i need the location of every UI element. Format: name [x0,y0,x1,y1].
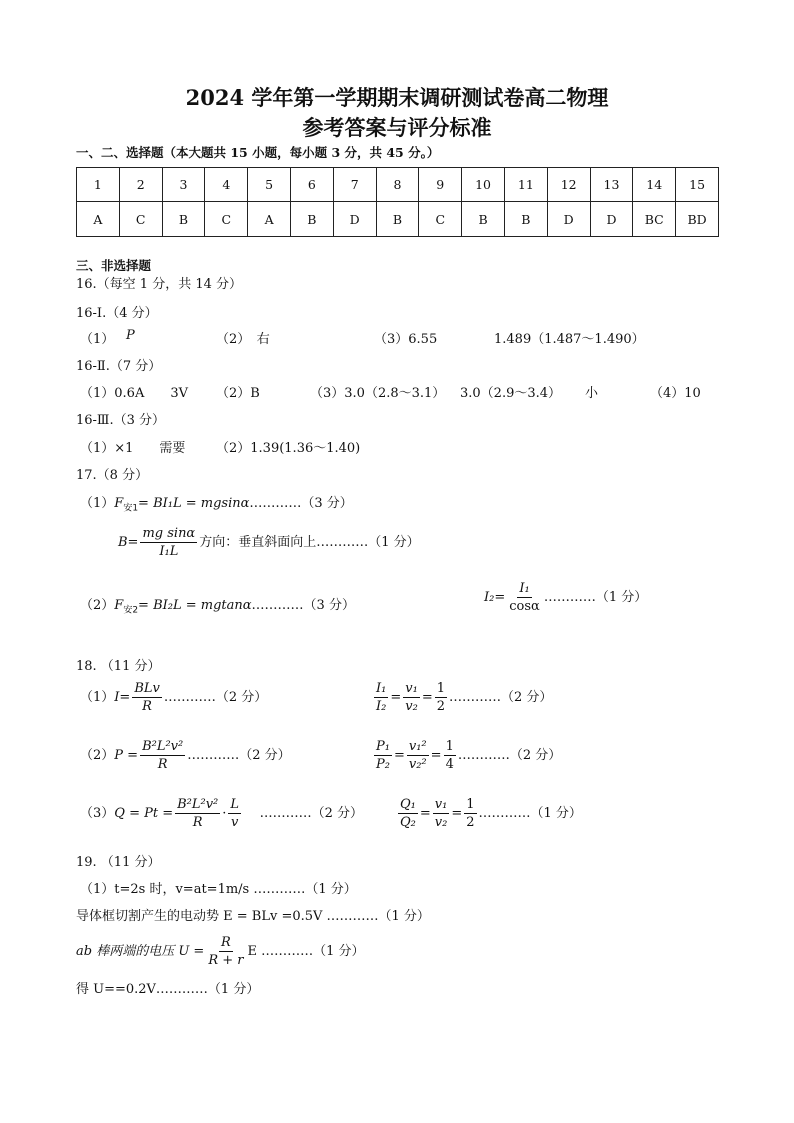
q16-3-answer-b: 1.489（1.487～1.490） [494,332,645,347]
question-number-cell: 9 [419,168,462,202]
question-number-cell: 7 [333,168,376,202]
answer-cell: B [376,202,419,237]
q17-line4: I₂= $\frac{\text{I₁}}{\cos\alpha}$ …………（1 分） [484,581,648,614]
q16-iii-2: （2）1.39(1.36～1.40) [216,441,361,456]
q16-1-answer: P [126,328,135,343]
q19-line1: （1）t=2s 时，v=at=1m/s …………（1 分） [80,882,357,897]
q18-title: 18. （11 分） [76,659,161,674]
q16-2-answer: （2） 右 [216,332,270,347]
answer-cell: D [333,202,376,237]
question-number-cell: 3 [162,168,205,202]
section-heading-choice: 一、二、选择题（本大题共 15 小题，每小题 3 分，共 45 分。） [76,145,440,160]
question-number-cell: 4 [205,168,248,202]
q16-part2-title: 16-Ⅱ.（7 分） [76,359,162,374]
table-row-numbers [77,168,719,202]
question-number-cell: 6 [290,168,333,202]
q16-iii-1: （1）×1 需要 [80,441,186,456]
page-title: 2024 学年第一学期期末调研测试卷高二物理 [185,85,609,110]
q16-title: 16.（每空 1 分，共 14 分） [76,277,243,292]
q16-ii-1: （1）0.6A 3V [80,386,188,401]
answer-cell: B [290,202,333,237]
q17-line3: $(2)F_{安2}= BI_2L$ = mgtanα…………（3 分） [80,598,355,616]
question-number-cell: 12 [547,168,590,202]
question-number-cell: 13 [590,168,633,202]
q16-ii-4: （4）10 [650,386,701,401]
question-number-cell: 10 [462,168,505,202]
q16-ii-3c: 小 [585,386,599,401]
answer-cell: BD [676,202,719,237]
q18-line2: （2）P = $\frac{\text{B²L²v²}}{R}$ …………（2 分） [80,739,291,772]
q18-ratio-heat: $\frac{\text{Q₁}}{\text{Q₂}}$ = $\frac{\text{v₁}}{\text{v₂}}$ = $\frac{1}{2}$ …………（1 分） [400,797,582,830]
question-number-cell: 15 [676,168,719,202]
answer-cell: C [119,202,162,237]
table-row-answers [77,202,719,237]
answer-table [76,167,719,237]
q19-title: 19. （11 分） [76,855,161,870]
q18-line3: （3）Q = Pt = $\frac{\text{B²L²v²}}{R}$ · $\frac{L}{v}$ …………（2 分） [80,797,363,830]
q18-line1: （1）I= $\frac{\text{BLv}}{R}$ …………（2 分） [80,681,268,714]
question-number-cell: 5 [248,168,291,202]
answer-cell: C [419,202,462,237]
q16-part1-title: 16-Ⅰ.（4 分） [76,306,158,321]
question-number-cell: 1 [77,168,120,202]
page-subtitle: 参考答案与评分标准 [302,115,492,140]
q17-title: 17.（8 分） [76,468,149,483]
answer-cell: D [590,202,633,237]
answer-cell: B [504,202,547,237]
q16-ii-3: （3）3.0（2.8～3.1） [310,386,446,401]
answer-cell: B [162,202,205,237]
q16-1-label: （1） [80,332,115,347]
q17-line1: $(1)F_{安1}= BI_1L$ = mgsinα…………（3 分） [80,496,353,514]
q16-3-answer: （3）6.55 [374,332,438,347]
q18-ratio-power: $\frac{\text{P₁}}{\text{P₂}}$ = $\frac{\text{v₁²}}{\text{v₂²}}$ = $\frac{1}{4}$ …………（2 分） [376,739,562,772]
question-number-cell: 11 [504,168,547,202]
answer-cell: A [77,202,120,237]
answer-cell: A [248,202,291,237]
q19-line2: 导体框切割产生的电动势 E = BLv =0.5V …………（1 分） [76,909,430,924]
question-number-cell: 14 [633,168,676,202]
question-number-cell: 8 [376,168,419,202]
section-heading-nonchoice: 三、非选择题 [76,258,152,273]
question-number-cell: 2 [119,168,162,202]
answer-cell: B [462,202,505,237]
q16-ii-2: （2）B [216,386,260,401]
answer-cell: BC [633,202,676,237]
q16-part3-title: 16-Ⅲ.（3 分） [76,413,166,428]
answer-cell: D [547,202,590,237]
q19-line3: ab 棒两端的电压 U = $\frac{R}{R + r}$ E …………（1 分） [76,935,365,968]
q19-line4: 得 U==0.2V…………（1 分） [76,982,260,997]
answer-cell: C [205,202,248,237]
q16-ii-3b: 3.0（2.9～3.4） [460,386,562,401]
q17-line2: B= $\frac{\text{mg sinα}}{\text{I₁L}}$ 方向：垂直斜面向上…………（1 分） [118,526,420,559]
q18-ratio-current: $\frac{\text{I₁}}{\text{I₂}}$ = $\frac{\text{v₁}}{\text{v₂}}$ = $\frac{1}{2}$ …………（2 分） [376,681,553,714]
